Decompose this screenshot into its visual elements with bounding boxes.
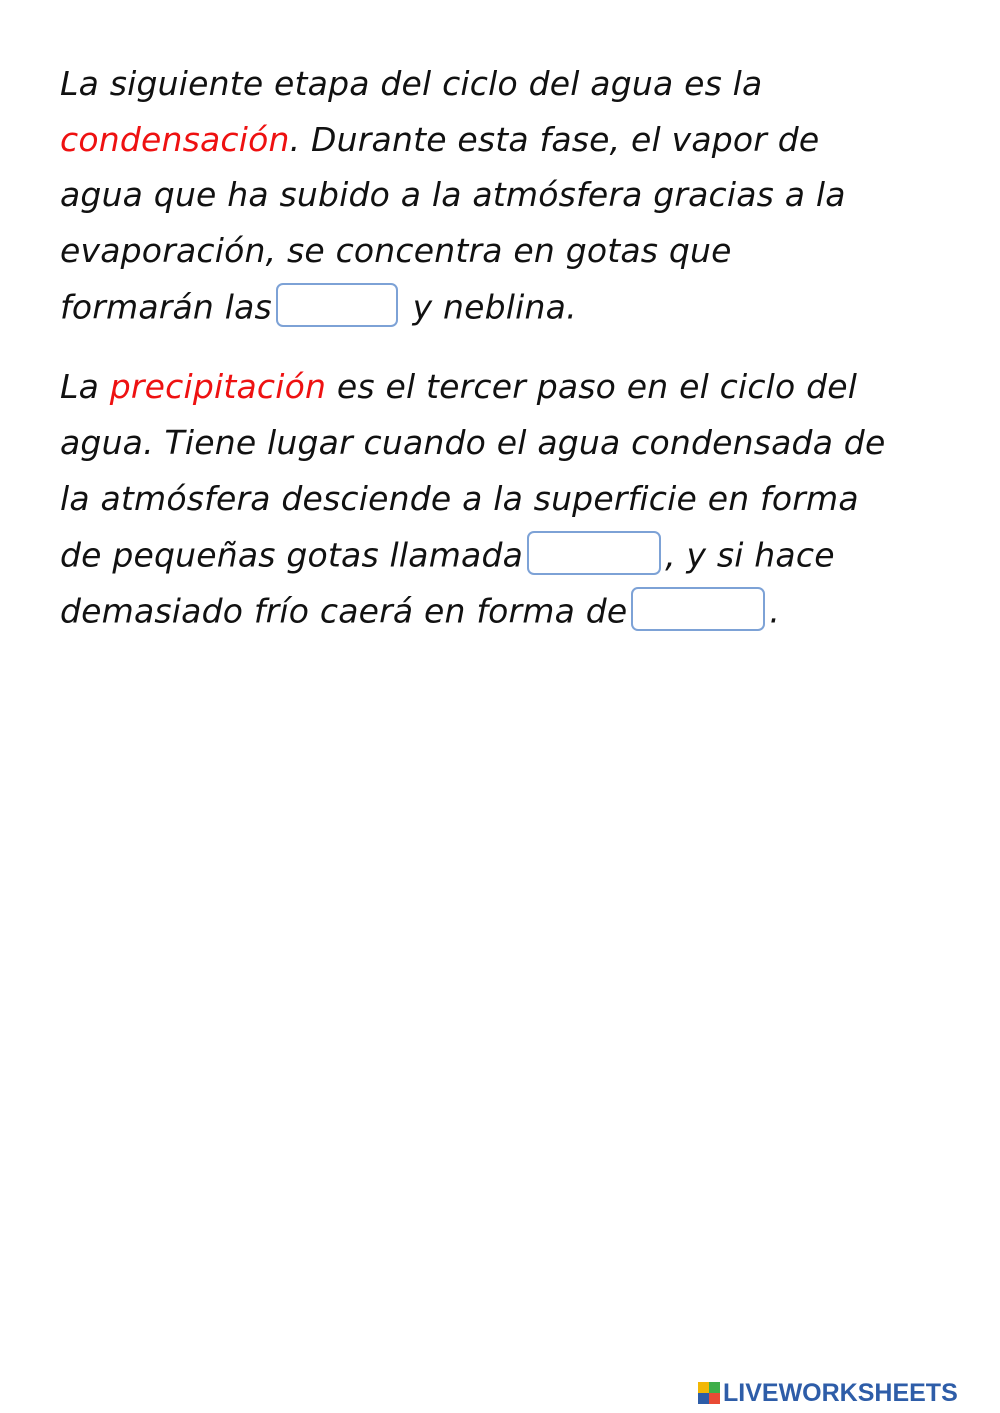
p2-line-2 [60, 423, 885, 463]
p2-line-3-text: la atmósfera desciende a la superficie en forma [60, 479, 859, 518]
answer-input-2[interactable] [529, 536, 659, 576]
p2-line-5-text-before: demasiado frío caerá en forma de [60, 591, 628, 631]
keyword-precipitacion: precipitación [109, 367, 327, 406]
p1-line-3-text: agua que ha subido a la atmósfera gracias a la [60, 175, 846, 214]
answer-input-1[interactable] [278, 288, 396, 328]
p1-line-4-text: evaporación, se concentra en gotas que [60, 231, 732, 270]
p2-line-5-text-after: . [769, 591, 781, 631]
p2-line-4 [60, 535, 835, 579]
p2-line-4-text-after: , y si hace [665, 535, 835, 575]
liveworksheets-logo [698, 1378, 958, 1408]
p2-line-1-text-before: La [60, 367, 100, 406]
p2-line-3 [60, 479, 859, 519]
p1-line-5-text-after: y neblina. [412, 287, 577, 327]
answer-blank-1[interactable] [276, 283, 398, 327]
p1-line-1-text: La siguiente etapa del ciclo del agua es la [60, 64, 763, 103]
p1-line-4 [60, 231, 732, 271]
p1-line-5-text-before: formarán las [60, 287, 272, 327]
p1-line-1 [60, 64, 762, 104]
keyword-condensacion: condensación [60, 120, 290, 159]
p2-line-1 [60, 367, 857, 407]
liveworksheets-logo-icon [698, 1382, 720, 1404]
p1-line-2-text: . Durante esta fase, el vapor de [289, 120, 820, 159]
p2-line-2-text: agua. Tiene lugar cuando el agua condensada de [60, 423, 886, 462]
p2-line-5 [60, 591, 780, 635]
p2-line-1-text-after: es el tercer paso en el ciclo del [336, 367, 858, 406]
p1-line-5 [60, 287, 577, 331]
answer-input-3[interactable] [633, 592, 763, 632]
answer-blank-2[interactable] [527, 531, 661, 575]
p1-line-2 [60, 120, 819, 160]
p2-line-4-text-before: de pequeñas gotas llamada [60, 535, 524, 575]
logo-wordmark: LIVEWORKSHEETS [723, 1378, 958, 1407]
p1-line-3 [60, 175, 846, 215]
answer-blank-3[interactable] [631, 587, 765, 631]
